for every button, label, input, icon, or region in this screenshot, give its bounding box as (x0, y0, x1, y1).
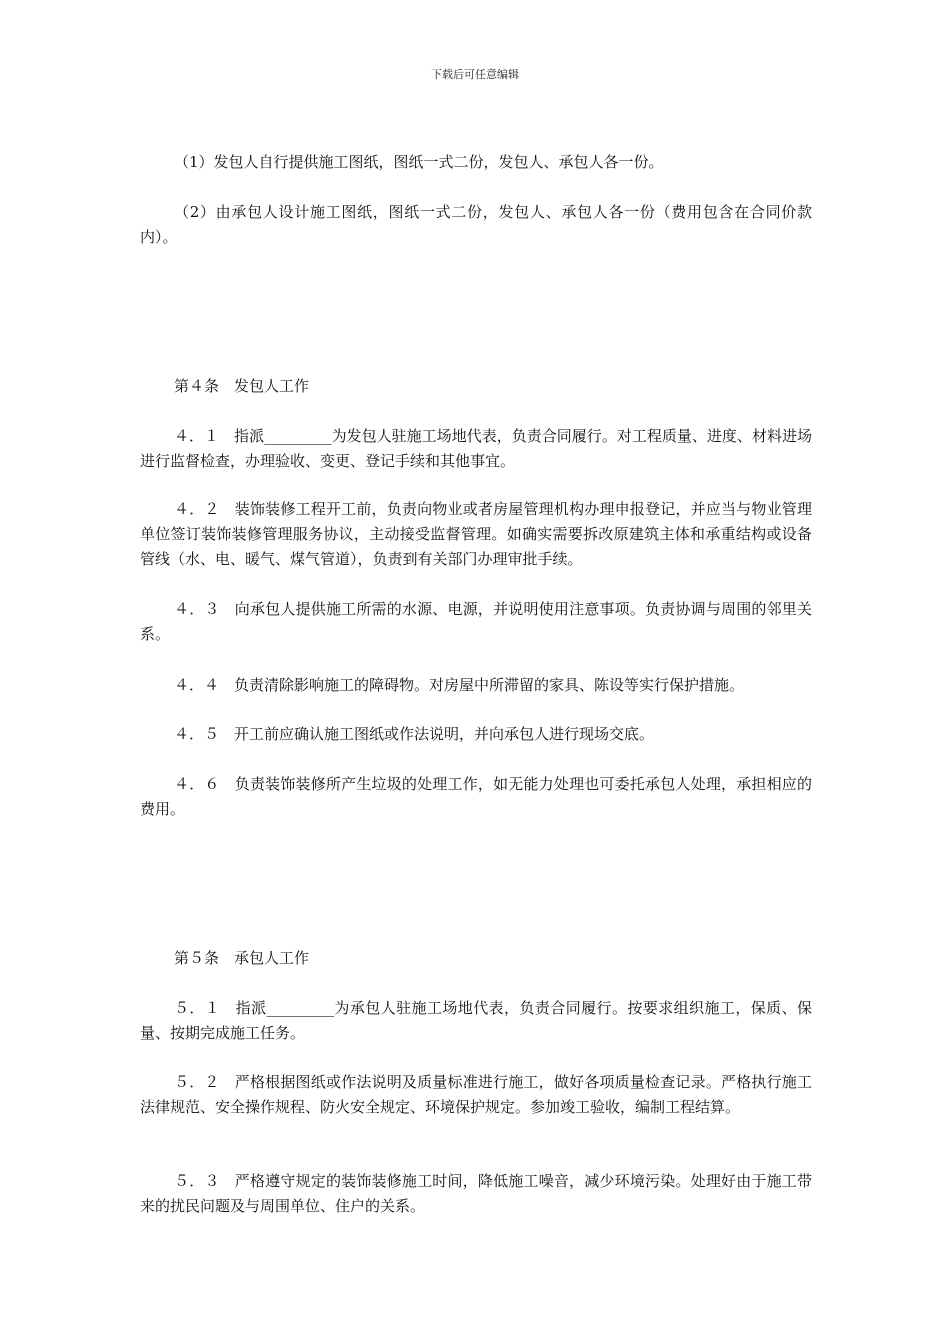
page-header: 下载后可任意编辑 (431, 68, 519, 81)
article-4-item-5: ４．５ 开工前应确认施工图纸或作法说明，并向承包人进行现场交底。 (174, 725, 655, 743)
article-5-item-2: ５．２ 严格根据图纸或作法说明及质量标准进行施工，做好各项质量检查记录。严格执行施工法律规范、安全操作规程、防火安全规定、环境保护规定。参加竣工验收，编制工程结算。 (140, 1073, 812, 1116)
article-5-item-1: ５．１ 指派_________为承包人驻施工场地代表，负责合同履行。按要求组织施工，保质、保量、按期完成施工任务。 (140, 999, 812, 1042)
drawing-option-1: （1）发包人自行提供施工图纸，图纸一式二份，发包人、承包人各一份。 (174, 153, 664, 171)
article-4-item-4: ４．４ 负责清除影响施工的障碍物。对房屋中所滞留的家具、陈设等实行保护措施。 (174, 676, 745, 694)
article-4-item-1: ４．１ 指派_________为发包人驻施工场地代表，负责合同履行。对工程质量、进度、材料进场进行监督检查，办理验收、变更、登记手续和其他事宜。 (140, 427, 812, 470)
drawing-option-2: （2）由承包人设计施工图纸，图纸一式二份，发包人、承包人各一份（费用包含在合同价款内）。 (140, 203, 812, 246)
article-4-item-6: ４．６ 负责装饰装修所产生垃圾的处理工作，如无能力处理也可委托承包人处理，承担相应的费用。 (140, 775, 812, 818)
article-4-title: 第４条 发包人工作 (174, 377, 310, 395)
article-4-item-3: ４．３ 向承包人提供施工所需的水源、电源，并说明使用注意事项。负责协调与周围的邻里关系。 (140, 600, 812, 643)
article-5-title: 第５条 承包人工作 (174, 949, 310, 967)
article-4-item-2: ４．２ 装饰装修工程开工前，负责向物业或者房屋管理机构办理申报登记，并应当与物业管理单位签订装饰装修管理服务协议，主动接受监督管理。如确实需要拆改原建筑主体和承重结构或设备管线（水、电、暖气、煤气管道），负责到有关部门办理审批手续。 (140, 500, 812, 568)
article-5-item-3: ５．３ 严格遵守规定的装饰装修施工时间，降低施工噪音，减少环境污染。处理好由于施工带来的扰民问题及与周围单位、住户的关系。 (140, 1172, 812, 1215)
